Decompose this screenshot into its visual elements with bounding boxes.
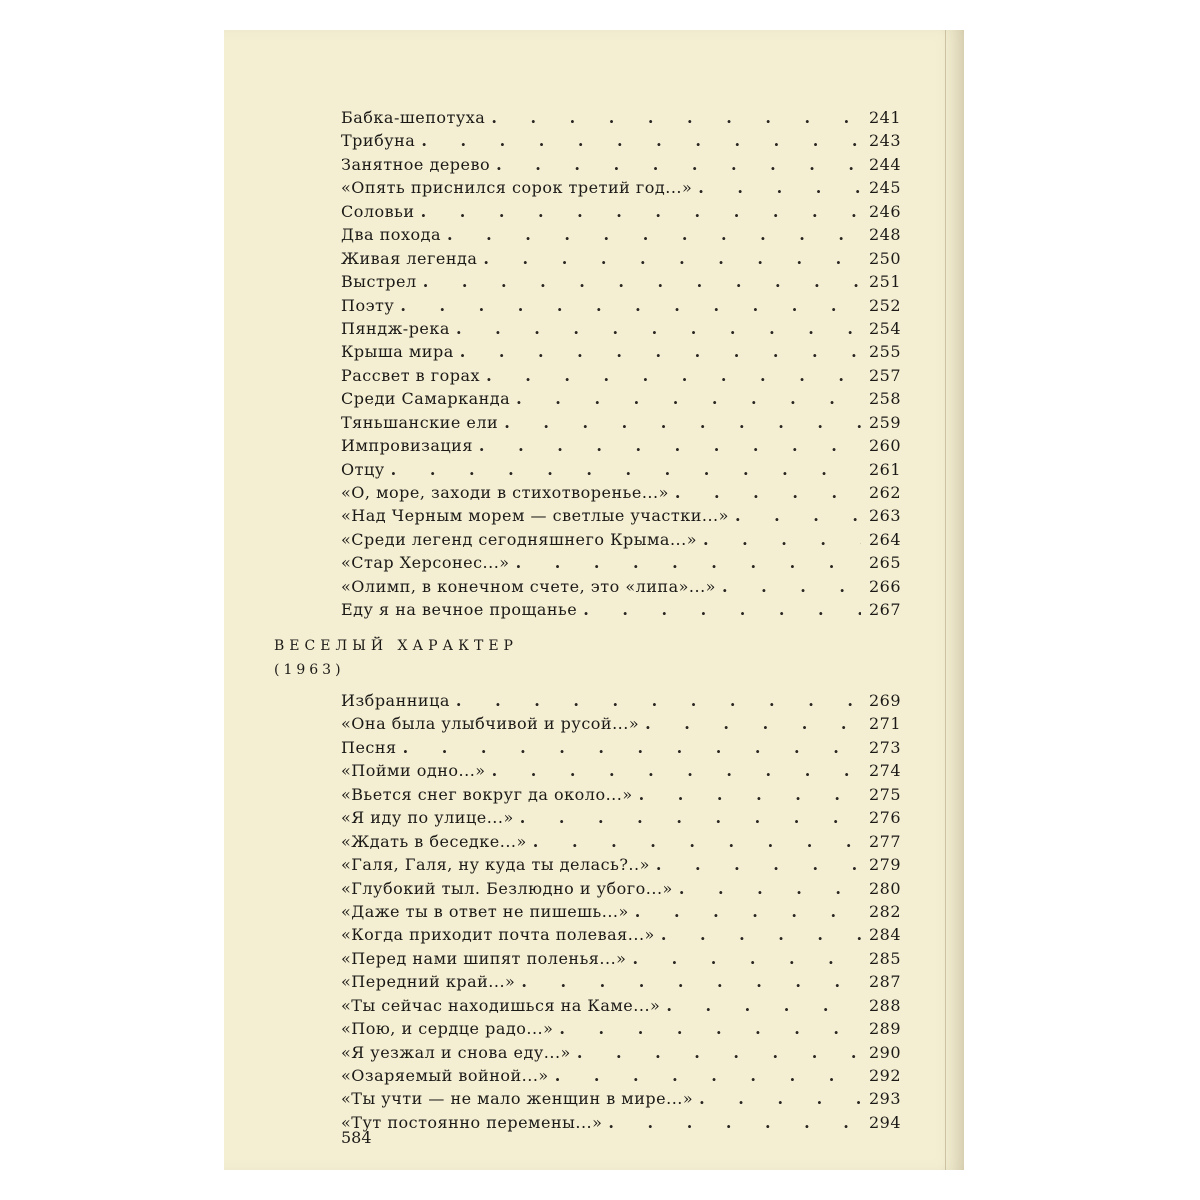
- toc-entry-title: «Галя, Галя, ну куда ты делась?..»: [341, 855, 650, 875]
- toc-entry: [341, 551, 901, 574]
- toc-entry-title: Выстрел: [341, 272, 417, 292]
- toc-entry-page: 271: [868, 714, 901, 734]
- dot-leader: [521, 970, 861, 993]
- toc-entry-page: 258: [868, 389, 901, 409]
- toc-entry-page: 257: [868, 365, 901, 385]
- dot-leader: [703, 528, 861, 551]
- dot-leader: [699, 1087, 861, 1110]
- dot-leader: [577, 1041, 861, 1064]
- toc-entry-page: 277: [868, 831, 901, 851]
- toc-entry-title: Тяньшанские ели: [341, 412, 499, 432]
- toc-entry-page: 287: [868, 972, 901, 992]
- dot-leader: [492, 759, 861, 782]
- toc-entry-page: 293: [868, 1089, 901, 1109]
- toc-entry: [341, 387, 901, 410]
- toc-entry: [341, 270, 901, 293]
- toc-entry-title: «Среди легенд сегодняшнего Крыма...»: [341, 529, 697, 549]
- toc-entry-page: 274: [868, 761, 901, 781]
- toc-entry-page: 269: [868, 691, 901, 710]
- toc-entry-title: «Даже ты в ответ не пишешь...»: [341, 901, 629, 921]
- toc-entry-title: Соловьи: [341, 201, 415, 221]
- toc-entry-page: 259: [868, 412, 901, 432]
- toc-entry: [341, 504, 901, 527]
- toc-entry: [341, 900, 901, 923]
- dot-leader: [479, 434, 861, 457]
- toc-entry-title: «Ты учти — не мало женщин в мире...»: [341, 1089, 694, 1109]
- section-year: (1963): [274, 662, 345, 678]
- toc-entry: [341, 294, 901, 317]
- toc-entry-page: 267: [868, 600, 901, 620]
- toc-entry: [341, 317, 901, 340]
- toc-entry-page: 284: [868, 925, 901, 945]
- toc-entry: [341, 200, 901, 223]
- dot-leader: [661, 923, 861, 946]
- toc-entry-title: «Когда приходит почта полевая...»: [341, 925, 655, 945]
- toc-entry: [341, 806, 901, 829]
- toc-entry: [341, 106, 901, 129]
- toc-entry: [341, 736, 901, 759]
- dot-leader: [421, 129, 861, 152]
- dot-leader: [656, 853, 861, 876]
- dot-leader: [559, 1017, 861, 1040]
- toc-entry-title: «Передний край...»: [341, 972, 516, 992]
- toc-entry-page: 254: [868, 318, 901, 338]
- dot-leader: [675, 481, 861, 504]
- toc-entry-page: 292: [868, 1066, 901, 1085]
- toc-entry-title: Импровизация: [341, 436, 473, 456]
- toc-entry: [341, 340, 901, 363]
- toc-entry-page: 243: [868, 131, 901, 151]
- dot-leader: [632, 947, 861, 970]
- toc-entry-title: Избранница: [341, 691, 450, 710]
- toc-entry-title: «Стар Херсонес...»: [341, 553, 510, 573]
- toc-entry-title: Отцу: [341, 459, 385, 479]
- toc-entry: [341, 994, 901, 1017]
- toc-entry-title: Крыша мира: [341, 342, 454, 362]
- toc-entry-page: 264: [868, 529, 901, 549]
- toc-entry: [341, 970, 901, 993]
- toc-entry-title: «Тут постоянно перемены...»: [341, 1112, 603, 1132]
- dot-leader: [735, 504, 861, 527]
- toc-entry-title: Пяндж-река: [341, 318, 450, 338]
- toc-entry-page: 282: [868, 901, 901, 921]
- toc-entry-title: Рассвет в горах: [341, 365, 481, 385]
- toc-entry: [341, 947, 901, 970]
- dot-leader: [516, 551, 861, 574]
- section-heading: ВЕСЕЛЫЙ ХАРАКТЕР: [274, 638, 518, 654]
- toc-entry-page: 266: [868, 576, 901, 596]
- dot-leader: [520, 806, 861, 829]
- toc-entry-page: 288: [868, 995, 901, 1015]
- dot-leader: [639, 783, 861, 806]
- toc-entry: [341, 783, 901, 806]
- toc-entry-page: 280: [868, 878, 901, 898]
- dot-leader: [403, 736, 861, 759]
- dot-leader: [666, 994, 861, 1017]
- dot-leader: [583, 598, 861, 621]
- dot-leader: [635, 900, 861, 923]
- toc-entry: [341, 434, 901, 457]
- toc-entry: [341, 153, 901, 176]
- toc-entry-title: «Я иду по улице...»: [341, 808, 514, 828]
- toc-entry-title: Песня: [341, 737, 397, 757]
- dot-leader: [496, 153, 861, 176]
- toc-entry: [341, 598, 901, 621]
- dot-leader: [533, 830, 861, 853]
- toc-entry: [341, 923, 901, 946]
- dot-leader: [608, 1111, 861, 1134]
- toc-entry: [341, 247, 901, 270]
- toc-entry: [341, 1064, 901, 1087]
- toc-entry-page: 290: [868, 1042, 901, 1062]
- dot-leader: [456, 689, 861, 712]
- toc-entry-title: «Опять приснился сорок третий год...»: [341, 178, 693, 198]
- toc-entry-title: Трибуна: [341, 131, 416, 151]
- toc-entry-page: 248: [868, 225, 901, 245]
- toc-entry-page: 294: [868, 1112, 901, 1132]
- toc-entry-page: 285: [868, 948, 901, 968]
- toc-entry: [341, 223, 901, 246]
- toc-entry: [341, 411, 901, 434]
- toc-entry: [341, 1087, 901, 1110]
- toc-entry-title: Поэту: [341, 295, 395, 315]
- toc-entry-page: 252: [868, 295, 901, 315]
- toc-entry: [341, 830, 901, 853]
- toc-entry-title: «Я уезжал и снова еду...»: [341, 1042, 571, 1062]
- dot-leader: [447, 223, 861, 246]
- toc-entry-page: 265: [868, 553, 901, 573]
- toc-entry-page: 289: [868, 1019, 901, 1039]
- dot-leader: [722, 575, 861, 598]
- toc-entry-page: 241: [868, 108, 901, 127]
- toc-entry-page: 250: [868, 248, 901, 268]
- toc-entry-title: Среди Самарканда: [341, 389, 511, 409]
- toc-entry-page: 279: [868, 855, 901, 875]
- toc-entry-title: Два похода: [341, 225, 441, 245]
- toc-entry-title: «Ждать в беседке...»: [341, 831, 527, 851]
- toc-entry-title: «Вьется снег вокруг да около...»: [341, 784, 633, 804]
- toc-entry-title: «О, море, заходи в стихотворенье...»: [341, 483, 669, 502]
- toc-entry: [341, 575, 901, 598]
- dot-leader: [421, 200, 861, 223]
- toc-entry-page: 251: [868, 272, 901, 292]
- toc-entry: [341, 853, 901, 876]
- book-page: [224, 30, 964, 1170]
- toc-entry-page: 246: [868, 201, 901, 221]
- dot-leader: [486, 364, 861, 387]
- toc-entry: [341, 364, 901, 387]
- toc-entry-page: 244: [868, 154, 901, 174]
- toc-entry-title: Бабка-шепотуха: [341, 108, 486, 127]
- toc-entry-title: Еду я на вечное прощанье: [341, 600, 578, 620]
- toc-entry-title: «Ты сейчас находишься на Каме...»: [341, 995, 661, 1015]
- toc-entry: [341, 1041, 901, 1064]
- toc-entry-title: «Она была улыбчивой и русой...»: [341, 714, 640, 734]
- toc-entry-page: 273: [868, 737, 901, 757]
- toc-entry: [341, 458, 901, 481]
- toc-entry-page: 260: [868, 436, 901, 456]
- page-number: 584: [341, 1128, 372, 1147]
- toc-entry: [341, 176, 901, 199]
- toc-entry-page: 263: [868, 506, 901, 526]
- toc-entry-title: «Глубокий тыл. Безлюдно и убого...»: [341, 878, 673, 898]
- dot-leader: [391, 458, 861, 481]
- toc-entry: [341, 129, 901, 152]
- toc-entry: [341, 528, 901, 551]
- toc-entry-page: 262: [868, 483, 901, 502]
- toc-entry-page: 276: [868, 808, 901, 828]
- dot-leader: [516, 387, 861, 410]
- dot-leader: [400, 294, 861, 317]
- toc-list: [341, 106, 901, 622]
- dot-leader: [698, 176, 861, 199]
- dot-leader: [679, 877, 861, 900]
- toc-entry-title: «Перед нами шипят поленья...»: [341, 948, 627, 968]
- dot-leader: [423, 270, 861, 293]
- toc-entry-title: Живая легенда: [341, 248, 478, 268]
- toc-entry-title: «Пойми одно...»: [341, 761, 486, 781]
- toc-entry-title: «Олимп, в конечном счете, это «липа»...»: [341, 576, 716, 596]
- dot-leader: [555, 1064, 861, 1087]
- toc-entry-title: Занятное дерево: [341, 154, 491, 174]
- toc-entry: [341, 689, 901, 712]
- dot-leader: [456, 317, 861, 340]
- toc-entry-title: «Над Черным морем — светлые участки...»: [341, 506, 729, 526]
- toc-entry: [341, 877, 901, 900]
- toc-entry-title: «Пою, и сердце радо...»: [341, 1019, 554, 1039]
- dot-leader: [460, 340, 861, 363]
- toc-entry: [341, 481, 901, 504]
- dot-leader: [645, 712, 861, 735]
- toc-entry: [341, 1111, 901, 1134]
- toc-entry-page: 245: [868, 178, 901, 198]
- toc-entry: [341, 1017, 901, 1040]
- toc-entry: [341, 759, 901, 782]
- toc-entry-title: «Озаряемый войной...»: [341, 1066, 549, 1085]
- dot-leader: [483, 247, 861, 270]
- toc-entry-page: 255: [868, 342, 901, 362]
- toc-entry-page: 261: [868, 459, 901, 479]
- dot-leader: [504, 411, 861, 434]
- toc-list: [341, 689, 901, 1134]
- toc-entry-page: 275: [868, 784, 901, 804]
- dot-leader: [491, 106, 861, 129]
- toc-entry: [341, 712, 901, 735]
